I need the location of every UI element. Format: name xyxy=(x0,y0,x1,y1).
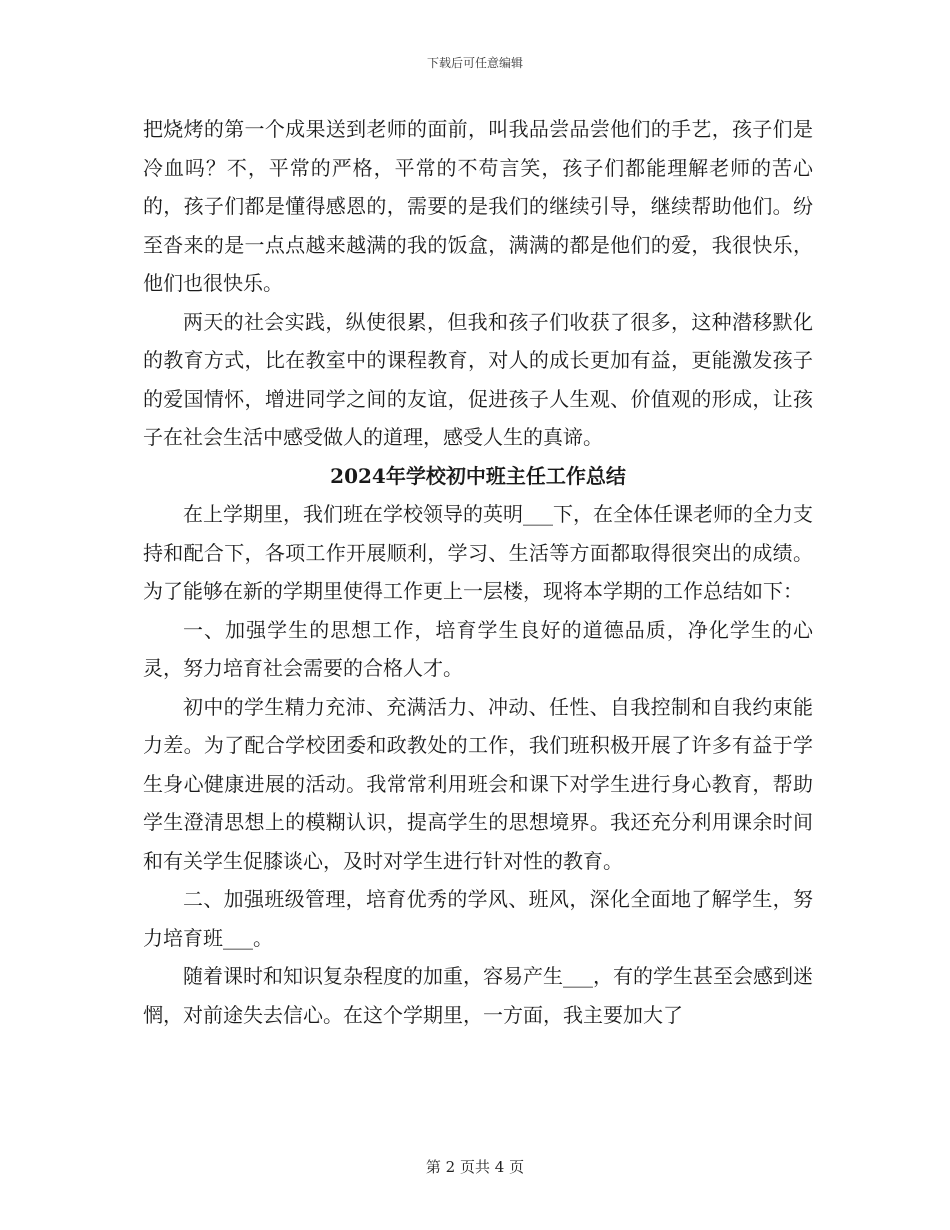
paragraph: 在上学期里，我们班在学校领导的英明___下，在全体任课老师的全力支持和配合下，各项工作开展顺利，学习、生活等方面都取得很突出的成绩。为了能够在新的学期里使得工作更上一层楼，现将本学期的工作总结如下： xyxy=(143,502,813,603)
document-body xyxy=(143,110,813,1034)
paragraph: 一、加强学生的思想工作，培育学生良好的道德品质，净化学生的心灵，努力培育社会需要的合格人才。 xyxy=(143,617,813,680)
paragraph: 随着课时和知识复杂程度的加重，容易产生___，有的学生甚至会感到迷惘，对前途失去信心。在这个学期里，一方面，我主要加大了 xyxy=(143,964,813,1027)
page-header: 下载后可任意编辑 xyxy=(426,56,523,70)
paragraph: 初中的学生精力充沛、充满活力、冲动、任性、自我控制和自我约束能力差。为了配合学校团委和政教处的工作，我们班积极开展了许多有益于学生身心健康进展的活动。我常常利用班会和课下对学生进行身心教育，帮助学生澄清思想上的模糊认识，提高学生的思想境界。我还充分利用课余时间和有关学生促膝谈心，及时对学生进行针对性的教育。 xyxy=(143,694,813,873)
page-footer: 第 2 页共 4 页 xyxy=(425,1158,525,1176)
section-title: 2024年学校初中班主任工作总结 xyxy=(330,463,626,488)
paragraph: 二、加强班级管理，培育优秀的学风、班风，深化全面地了解学生，努力培育班___。 xyxy=(143,887,813,950)
paragraph: 把烧烤的第一个成果送到老师的面前，叫我品尝品尝他们的手艺，孩子们是冷血吗？不，平常的严格，平常的不苟言笑，孩子们都能理解老师的苦心的，孩子们都是懂得感恩的，需要的是我们的继续引导，继续帮助他们。纷至沓来的是一点点越来越满的我的饭盒，满满的都是他们的爱，我很快乐，他们也很快乐。 xyxy=(143,117,813,295)
paragraph: 两天的社会实践，纵使很累，但我和孩子们收获了很多，这种潜移默化的教育方式，比在教室中的课程教育，对人的成长更加有益，更能激发孩子的爱国情怀，增进同学之间的友谊，促进孩子人生观、价值观的形成，让孩子在社会生活中感受做人的道理，感受人生的真谛。 xyxy=(143,309,813,449)
